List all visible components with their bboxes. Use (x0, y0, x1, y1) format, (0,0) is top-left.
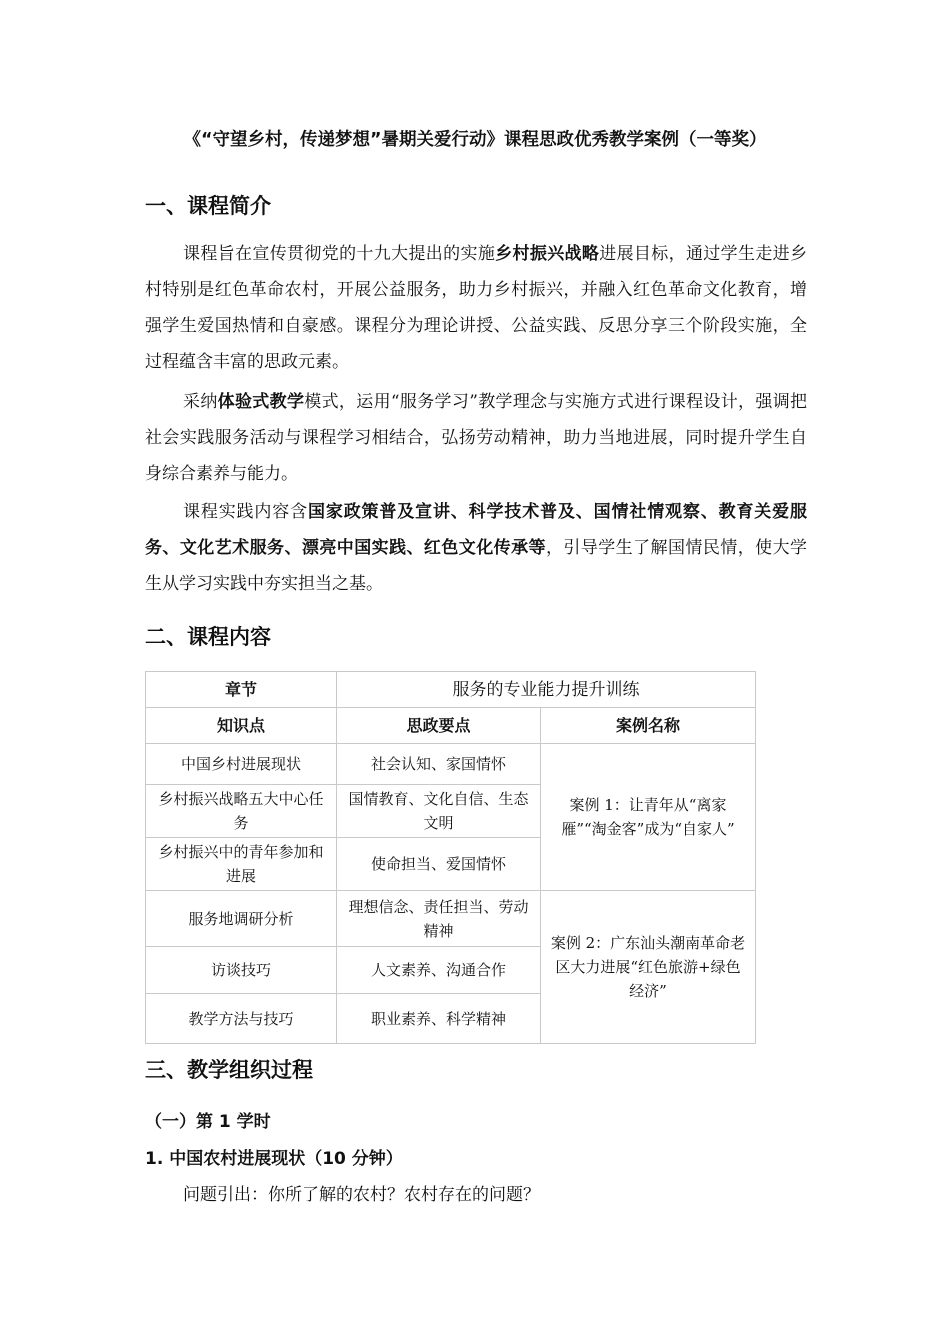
chapter-value: 服务的专业能力提升训练 (337, 672, 756, 708)
paragraph-text: 模式，运用“服务学习”教学理念与实施方式进行课程设计，强调把社会实践服务活动与课程学习相结合，弘扬劳动精神，助力当地进展，同时提升学生自身综合素养与能力。 (145, 392, 808, 484)
paragraph-text: ，引导学生了解国情民情，使大学生从学习实践中夯实担当之基。 (145, 538, 808, 594)
table-cell: 乡村振兴中的青年参加和进展 (146, 838, 337, 891)
case-cell: 案例 2：广东汕头潮南革命老区大力进展“红色旅游+绿色经济” (541, 891, 756, 1044)
table-cell: 人文素养、沟通合作 (337, 947, 541, 994)
section-heading-process: 三、教学组织过程 (145, 1058, 313, 1082)
table-cell: 国情教育、文化自信、生态文明 (337, 785, 541, 838)
bold-text: 国家政策普及宣讲、科学技术普及、国情社情观察、教育关爱服务、文化艺术服务、漂亮中国实践、红色文化传承等 (145, 502, 808, 558)
case-cell: 案例 1：让青年从“离家雁”“淘金客”成为“自家人” (541, 744, 756, 891)
table-row (146, 744, 756, 785)
table-cell: 职业素养、科学精神 (337, 994, 541, 1044)
paragraph-intro-3 (145, 494, 807, 602)
bold-text: 乡村振兴战略 (495, 244, 600, 264)
table-header-row (146, 708, 756, 744)
paragraph-text: 进展目标，通过学生走进乡村特别是红色革命农村，开展公益服务，助力乡村振兴，并融入红色革命文化教育，增强学生爱国热情和自豪感。课程分为理论讲授、公益实践、反思分享三个阶段实施，全过程蕴含丰富的思政元素。 (145, 244, 808, 372)
column-header: 知识点 (146, 708, 337, 744)
table-cell: 服务地调研分析 (146, 891, 337, 947)
column-header: 思政要点 (337, 708, 541, 744)
bold-text: 体验式教学 (217, 392, 305, 412)
section-heading-content: 二、课程内容 (145, 625, 271, 649)
topic-heading: 1. 中国农村进展现状（10 分钟） (145, 1149, 403, 1169)
table-cell: 教学方法与技巧 (146, 994, 337, 1044)
table-cell: 理想信念、责任担当、劳动精神 (337, 891, 541, 947)
paragraph-text: 课程实践内容含 (183, 502, 308, 522)
document-title: 《“守望乡村，传递梦想”暑期关爱行动》课程思政优秀教学案例（一等奖） (183, 130, 767, 150)
paragraph-intro-1 (145, 236, 807, 380)
course-content-table (145, 671, 756, 1044)
subsection-heading: （一）第 1 学时 (145, 1112, 271, 1132)
question-line: 问题引出：你所了解的农村？农村存在的问题？ (183, 1185, 540, 1205)
table-cell: 访谈技巧 (146, 947, 337, 994)
section-heading-intro: 一、课程简介 (145, 194, 271, 218)
table-cell: 中国乡村进展现状 (146, 744, 337, 785)
paragraph-intro-2 (145, 384, 807, 492)
table-row (146, 672, 756, 708)
table-cell: 使命担当、爱国情怀 (337, 838, 541, 891)
chapter-label: 章节 (146, 672, 337, 708)
column-header: 案例名称 (541, 708, 756, 744)
table-cell: 乡村振兴战略五大中心任务 (146, 785, 337, 838)
paragraph-text: 采纳 (183, 392, 218, 412)
table-cell: 社会认知、家国情怀 (337, 744, 541, 785)
table-row (146, 891, 756, 947)
paragraph-text: 课程旨在宣传贯彻党的十九大提出的实施 (183, 244, 496, 264)
